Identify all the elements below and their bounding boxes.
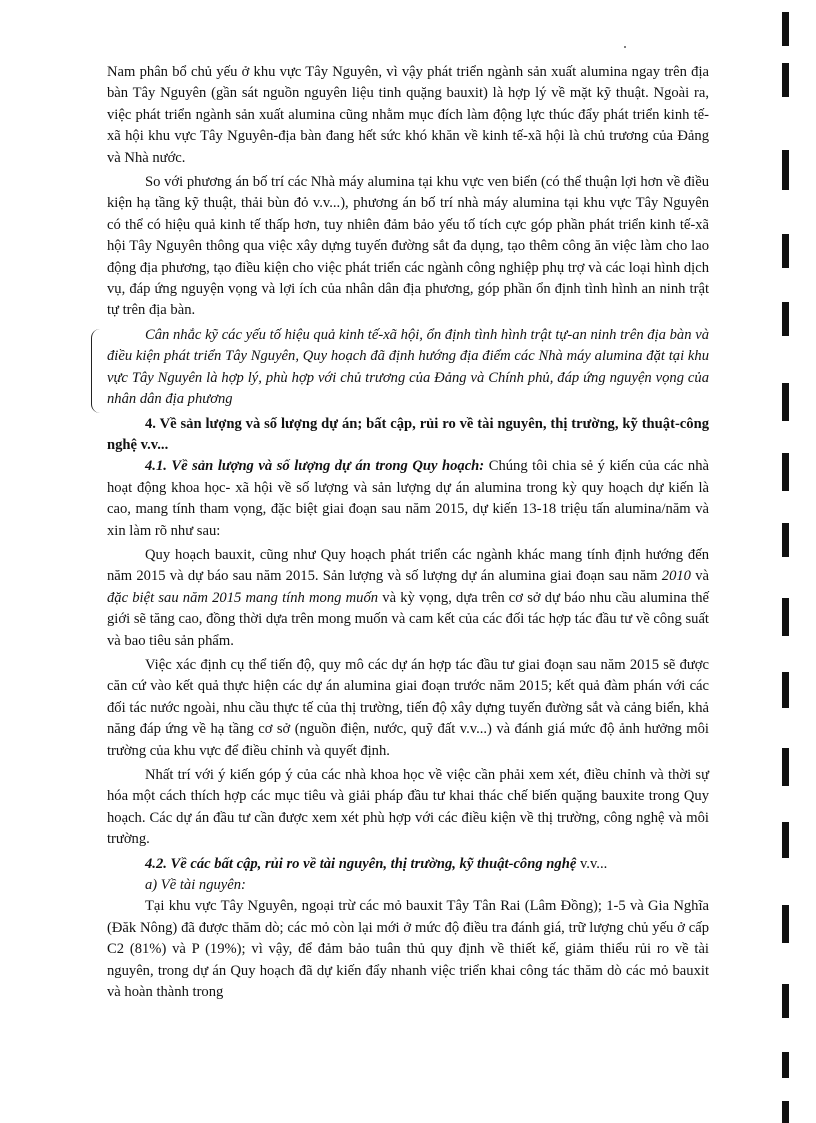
heading-section-4: 4. Về sản lượng và số lượng dự án; bất cập, rủi ro về tài nguyên, thị trường, kỹ thuật-công nghệ v.v... [107, 415, 709, 453]
paragraph-2: So với phương án bố trí các Nhà máy alumina tại khu vực ven biển (có thể thuận lợi hơn về điều kiện hạ tầng kỹ thuật, thải bùn đỏ v.v...), phương án bố trí nhà máy alumina tại khu vực Tây Nguyên có thể có hiệu quả kinh tế thấp hơn, tuy nhiên đảm bảo yếu tố tích cực góp phần phát triển kinh tế-xã hội Tây Nguyên thông qua việc xây dựng tuyến đường sắt đa dụng, tạo thêm công ăn việc làm cho lao động địa phương, tạo điều kiện cho việc phát triển các ngành công nghiệp phụ trợ và các loại hình dịch vụ, đáp ứng nguyện vọng và lợi ích của nhân dân địa phương, góp phần ổn định tình hình an ninh trật tự trên địa bàn. [107, 174, 709, 319]
paragraph-5-part-a: Quy hoạch bauxit, cũng như Quy hoạch phát triển các ngành khác mang tính định hướng đến năm 2015 và dự báo sau năm 2015. Sản lượng và số lượng dự án alumina giai đoạn sau năm [107, 546, 709, 585]
margin-mark [782, 150, 789, 190]
margin-mark [782, 822, 789, 858]
margin-mark [782, 1052, 789, 1078]
heading-4-1: 4.1. Về sản lượng và số lượng dự án trong Quy hoạch: [145, 458, 485, 475]
paragraph-5 [107, 545, 709, 652]
margin-mark [782, 453, 789, 491]
paragraph-5-part-e: và kỳ vọng, dựa trên cơ sở dự báo nhu cầu alumina thế giới sẽ tăng cao, đồng thời dựa trên mong muốn và cam kết của các đối tác hợp tác đầu tư về công suất và bao tiêu sản phẩm. [107, 589, 709, 649]
margin-mark [782, 12, 789, 46]
document-body [107, 62, 709, 1003]
conclusion-block [107, 325, 709, 411]
scan-speck [624, 46, 626, 48]
margin-mark [782, 984, 789, 1018]
paragraph-5-year: 2010 [661, 568, 691, 585]
margin-mark [782, 598, 789, 636]
margin-mark [782, 523, 789, 557]
margin-mark [782, 63, 789, 97]
margin-mark [782, 302, 789, 336]
heading-4-2 [107, 854, 709, 875]
paragraph-6: Việc xác định cụ thể tiến độ, quy mô các dự án hợp tác đầu tư giai đoạn sau năm 2015 sẽ được căn cứ vào kết quả thực hiện các dự án alumina giai đoạn trước năm 2015; kết quả đàm phán với các đối tác nước ngoài, nhu cầu thực tế của thị trường, tiến độ xây dựng tuyến đường sắt và cảng biển, khả năng đáp ứng về hạ tầng cơ sở (nguồn điện, nước, quỹ đất v.v...) và đánh giá mức độ ảnh hưởng môi trường của khu vực để điều chỉnh và quyết định. [107, 656, 709, 759]
margin-mark [782, 672, 789, 708]
paragraph-4-1-body: Chúng tôi chia sẻ ý kiến của các nhà hoạt động khoa học- xã hội về số lượng và sản lượng dự án alumina trong kỳ quy hoạch dự kiến là cao, mang tính tham vọng, đặc biệt giai đoạn sau năm 2015, dự kiến 13-18 triệu tấn alumina/năm và xin làm rõ như sau: [107, 458, 709, 539]
heading-4-2-title: 4.2. Về các bất cập, rủi ro về tài nguyên, thị trường, kỹ thuật-công nghệ [145, 855, 577, 872]
handwritten-bracket [91, 329, 100, 413]
margin-mark [782, 234, 789, 268]
paragraph-7: Nhất trí với ý kiến góp ý của các nhà khoa học về việc cần phải xem xét, điều chỉnh và thời sự hóa một cách thích hợp các mục tiêu và giải pháp đầu tư khai thác chế biến quặng bauxite trong Quy hoạch. Các dự án đầu tư cần được xem xét phù hợp với các điều kiện về thị trường, công nghệ và môi trường. [107, 767, 709, 848]
paragraph-5-part-c: và [690, 568, 709, 585]
heading-4-2-a: a) Về tài nguyên: [145, 877, 246, 894]
paragraph-5-emphasis: đặc biệt sau năm 2015 mang tính mong muốn [107, 589, 379, 606]
margin-mark [782, 905, 789, 943]
paragraph-8: Tại khu vực Tây Nguyên, ngoại trừ các mỏ bauxit Tây Tân Rai (Lâm Đồng); 1-5 và Gia Nghĩa (Đăk Nông) đã được thăm dò; các mỏ còn lại mới ở mức độ điều tra đánh giá, trữ lượng chủ yếu ở cấp C2 (81%) và P (19%); vì vậy, để đảm bảo tuân thủ quy định về thiết kế, giảm thiểu rủi ro về tài nguyên, trong dự án Quy hoạch đã dự kiến đẩy nhanh việc triển khai công tác thăm dò các mỏ bauxit và hoàn thành trong [107, 898, 709, 1001]
margin-mark [782, 748, 789, 786]
heading-4-2-tail: v.v... [576, 855, 608, 872]
margin-mark [782, 1101, 789, 1123]
paragraph-4-1 [107, 456, 709, 542]
scan-margin-marks [782, 0, 794, 1123]
margin-mark [782, 383, 789, 421]
paragraph-1: Nam phân bổ chủ yếu ở khu vực Tây Nguyên, vì vậy phát triển ngành sản xuất alumina ngay trên địa bàn Tây Nguyên (gần sát nguồn nguyên liệu tinh quặng bauxit) là hợp lý về mặt kỹ thuật. Ngoài ra, việc phát triển ngành sản xuất alumina cũng nhằm mục đích làm động lực thúc đẩy phát triển kinh tế-xã hội khu vực Tây Nguyên-địa bàn đang hết sức khó khăn về kinh tế-xã hội là chủ trương của Đảng và Nhà nước. [107, 64, 709, 166]
paragraph-3-conclusion: Cân nhắc kỹ các yếu tố hiệu quả kinh tế-xã hội, ổn định tình hình trật tự-an ninh trên địa bàn và điều kiện phát triển Tây Nguyên, Quy hoạch đã định hướng địa điểm các Nhà máy alumina đặt tại khu vực Tây Nguyên là hợp lý, phù hợp với chủ trương của Đảng và Chính phủ, đáp ứng nguyện vọng của nhân dân địa phương [107, 326, 709, 408]
